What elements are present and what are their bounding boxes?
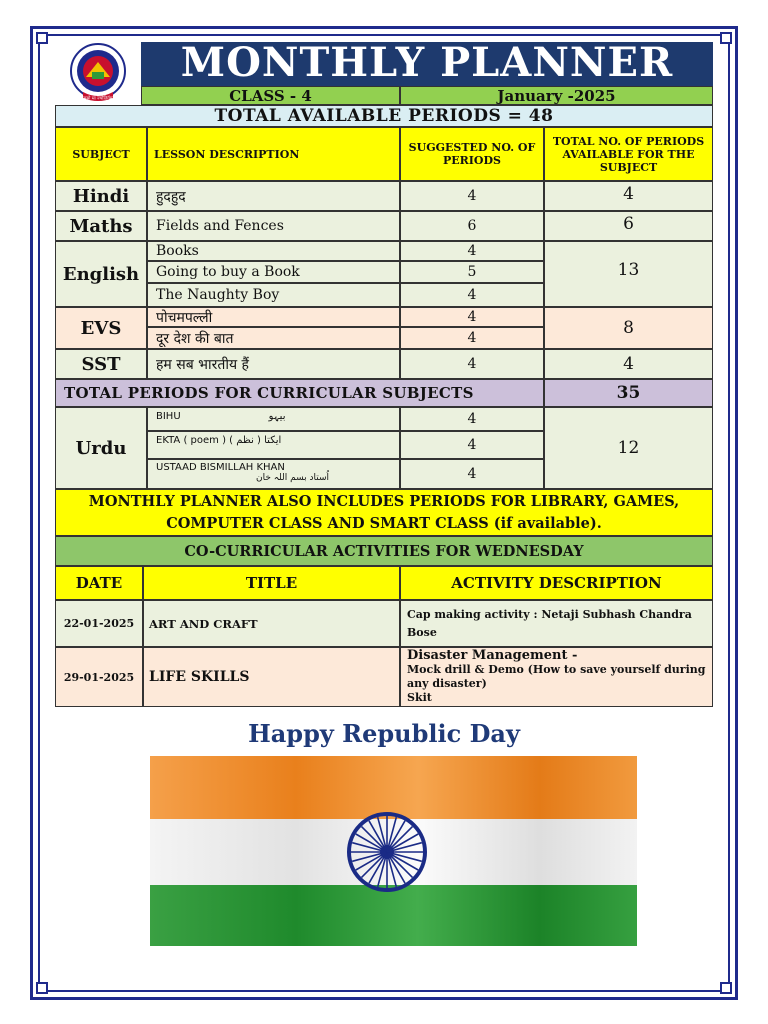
- activity-description-detail: Mock drill & Demo (How to save yourself during any disaster): [407, 663, 706, 690]
- col-header-activity: ACTIVITY DESCRIPTION: [400, 566, 713, 600]
- lesson-periods: 6: [400, 211, 544, 241]
- subject-hindi: Hindi: [55, 181, 147, 211]
- activity-description-heading: Disaster Management -: [407, 648, 578, 663]
- activity-description-extra: Skit: [407, 691, 432, 704]
- col-header-lesson: LESSON DESCRIPTION: [147, 127, 400, 181]
- subject-sst: SST: [55, 349, 147, 379]
- logo-motto: तमसो मा ज्योतिर्गमय: [80, 96, 116, 102]
- note-line: MONTHLY PLANNER ALSO INCLUDES PERIODS FOR LIBRARY, GAMES,: [88, 492, 680, 510]
- curricular-total-value: 35: [544, 379, 713, 407]
- corner-ornament: [36, 32, 48, 44]
- lesson-title: Fields and Fences: [147, 211, 400, 241]
- urdu-lesson: [147, 459, 400, 489]
- lesson-periods: 4: [400, 283, 544, 307]
- school-emblem-logo: [55, 42, 141, 106]
- subject-total: 4: [544, 181, 713, 211]
- note-line: COMPUTER CLASS AND SMART CLASS (if available).: [166, 514, 602, 532]
- subject-maths: Maths: [55, 211, 147, 241]
- month-label: January -2025: [400, 86, 713, 105]
- cocurricular-heading: CO-CURRICULAR ACTIVITIES FOR WEDNESDAY: [55, 536, 713, 566]
- lesson-periods: 4: [400, 459, 544, 489]
- lesson-periods: 4: [400, 241, 544, 261]
- class-label: CLASS - 4: [141, 86, 400, 105]
- subject-total: 8: [544, 307, 713, 349]
- lesson-title: हुदहुद: [147, 181, 400, 211]
- lesson-title: The Naughty Boy: [147, 283, 400, 307]
- lesson-periods: 5: [400, 261, 544, 283]
- greeting-heading: Happy Republic Day: [248, 719, 520, 748]
- india-flag-image: [150, 756, 637, 946]
- corner-ornament: [720, 32, 732, 44]
- lesson-periods: 4: [400, 431, 544, 459]
- activity-date: 22-01-2025: [55, 600, 143, 647]
- page-title: MONTHLY PLANNER: [180, 39, 674, 86]
- subject-total: 12: [544, 407, 713, 489]
- col-header-title: TITLE: [143, 566, 400, 600]
- lesson-title: Books: [147, 241, 400, 261]
- curricular-total-label: TOTAL PERIODS FOR CURRICULAR SUBJECTS: [55, 379, 544, 407]
- activity-description: [400, 647, 713, 707]
- col-header-total: TOTAL NO. OF PERIODS AVAILABLE FOR THE SUBJECT: [544, 127, 713, 181]
- lesson-periods: 4: [400, 307, 544, 327]
- lesson-title: दूर देश की बात: [147, 327, 400, 349]
- lesson-title: पोचमपल्ली: [147, 307, 400, 327]
- subject-total: 6: [544, 211, 713, 241]
- subject-evs: EVS: [55, 307, 147, 349]
- lesson-periods: 4: [400, 327, 544, 349]
- lesson-title: Going to buy a Book: [147, 261, 400, 283]
- lesson-periods: 4: [400, 349, 544, 379]
- lesson-title: हम सब भारतीय हैं: [147, 349, 400, 379]
- planner-note: [55, 489, 713, 536]
- subject-total: 13: [544, 241, 713, 307]
- activity-title: ART AND CRAFT: [143, 600, 400, 647]
- lesson-title: USTAAD BISMILLAH KHAN: [156, 462, 285, 473]
- col-header-subject: SUBJECT: [55, 127, 147, 181]
- lesson-title-urdu: بیہو: [268, 411, 286, 422]
- india-flag-icon: [150, 756, 637, 946]
- lesson-periods: 4: [400, 181, 544, 211]
- urdu-lesson: [147, 407, 400, 431]
- ashoka-chakra-icon: [349, 814, 425, 890]
- activity-date: 29-01-2025: [55, 647, 143, 707]
- corner-ornament: [720, 982, 732, 994]
- col-header-suggested: SUGGESTED NO. OF PERIODS: [400, 127, 544, 181]
- total-available-periods: TOTAL AVAILABLE PERIODS = 48: [55, 105, 713, 127]
- lesson-periods: 4: [400, 407, 544, 431]
- col-header-date: DATE: [55, 566, 143, 600]
- lesson-title-urdu: اُستاد بسم اللہ خان: [256, 473, 330, 483]
- subject-total: 4: [544, 349, 713, 379]
- activity-title: LIFE SKILLS: [143, 647, 400, 707]
- subject-urdu: Urdu: [55, 407, 147, 489]
- lesson-title: BIHU: [156, 411, 181, 422]
- subject-english: English: [55, 241, 147, 307]
- corner-ornament: [36, 982, 48, 994]
- lesson-title: EKTA ( poem ) ( ایکتا ( نظم: [147, 431, 400, 459]
- activity-description: Cap making activity : Netaji Subhash Chandra Bose: [400, 600, 713, 647]
